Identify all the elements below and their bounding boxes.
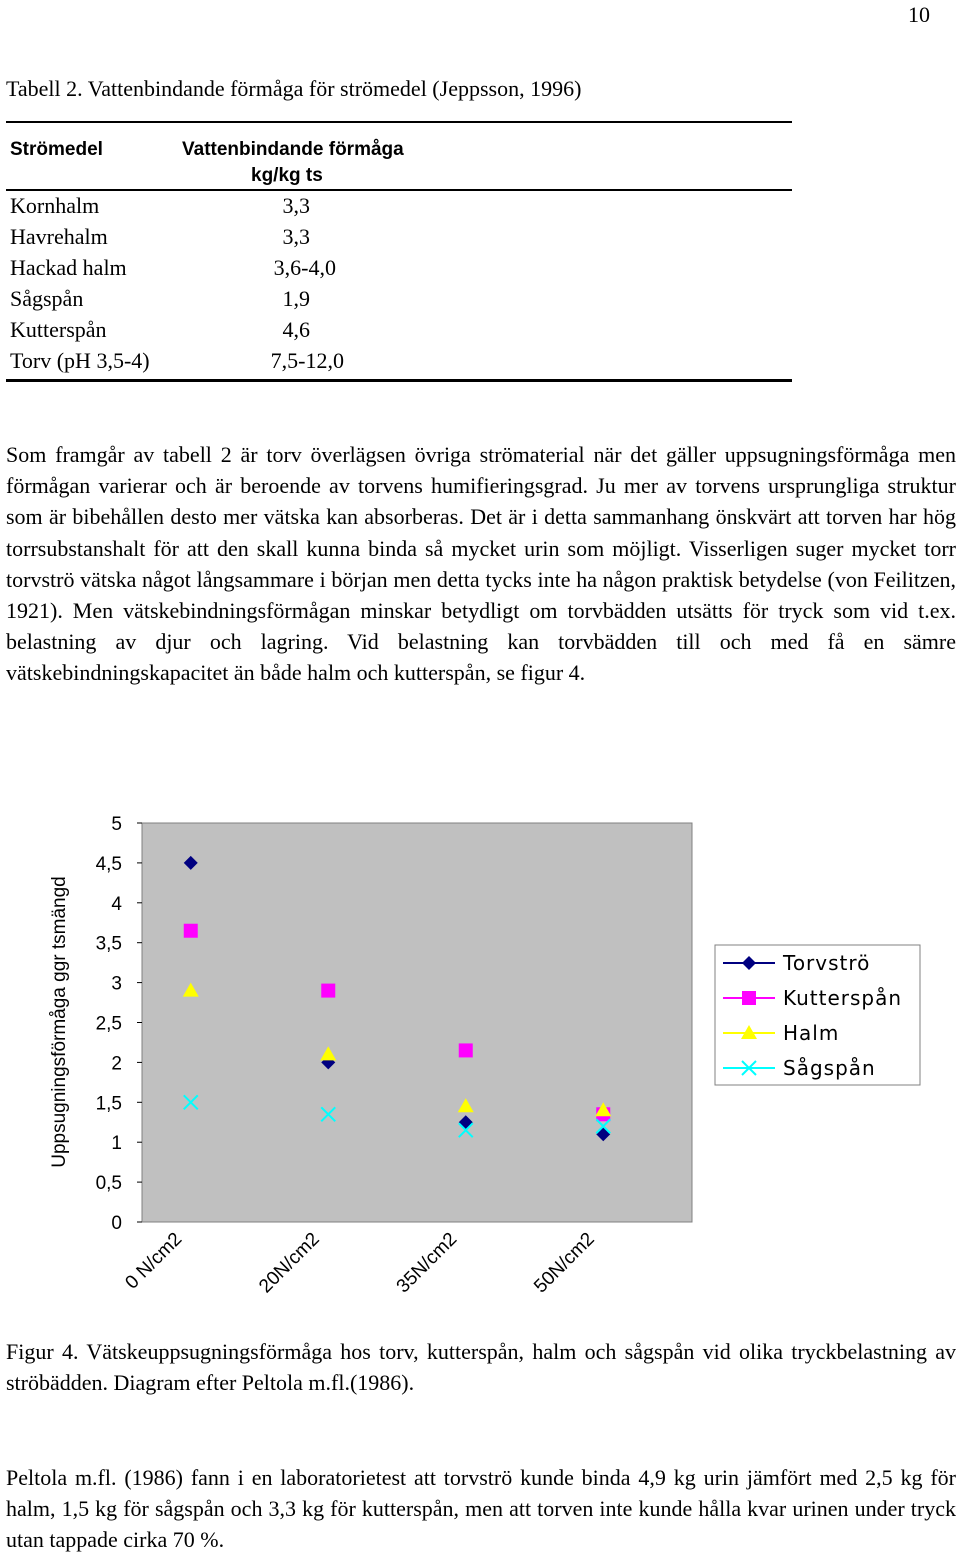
- table-cell-material: Sågspån: [10, 286, 84, 311]
- table-cell-value: 7,5-12,0: [270, 348, 344, 373]
- table-cell-material: Kornhalm: [10, 193, 100, 218]
- table-cell-material: Kutterspån: [10, 317, 107, 342]
- y-tick-label: 3: [111, 973, 122, 995]
- figure-caption: Figur 4. Vätskeuppsugningsförmåga hos torv, kutterspån, halm och sågspån vid olika tryckbelastning av ströbädden. Diagram efter Peltola m.fl.(1986).: [6, 1339, 956, 1396]
- y-tick-label: 2: [111, 1053, 122, 1075]
- data-point: [459, 1043, 473, 1057]
- y-tick-label: 0,5: [95, 1173, 122, 1195]
- legend-label: Kutterspån: [783, 986, 903, 1010]
- table-cell-value: 3,3: [282, 224, 310, 249]
- y-tick-label: 1: [111, 1133, 122, 1155]
- table-cell-value: 1,9: [282, 286, 310, 311]
- legend-marker: [742, 991, 756, 1005]
- plot-area: [142, 823, 692, 1222]
- table-cell-value: 4,6: [282, 317, 310, 342]
- y-tick-label: 0: [111, 1213, 122, 1234]
- y-axis-label: Uppsugningsförmåga ggr tsmängd: [49, 876, 70, 1168]
- legend-label: Halm: [783, 1021, 840, 1045]
- y-tick-label: 5: [111, 814, 122, 835]
- table-cell-material: Torv (pH 3,5-4): [10, 348, 150, 373]
- table-cell-material: Hackad halm: [10, 255, 127, 280]
- table-header-capacity: Vattenbindande förmåga: [182, 139, 404, 160]
- table-header-unit: kg/kg ts: [251, 165, 323, 186]
- table-caption: Tabell 2. Vattenbindande förmåga för strömedel (Jeppsson, 1996): [6, 76, 582, 101]
- table-top-rule: [6, 121, 792, 123]
- table-header-rule: [6, 189, 792, 191]
- y-tick-label: 2,5: [95, 1013, 122, 1035]
- y-tick-label: 3,5: [95, 933, 122, 955]
- legend-label: Torvströ: [783, 951, 871, 975]
- page-number: 10: [908, 2, 930, 27]
- table-header-material: Strömedel: [10, 139, 103, 160]
- y-tick-label: 4: [111, 893, 122, 915]
- y-tick-label: 4,5: [95, 853, 122, 875]
- absorption-chart: [0, 800, 960, 1320]
- data-point: [321, 984, 335, 998]
- table-cell-material: Havrehalm: [10, 224, 108, 249]
- table-cell-value: 3,6-4,0: [273, 255, 336, 280]
- table-cell-value: 3,3: [282, 193, 310, 218]
- x-tick-label: 20N/cm2: [255, 1228, 324, 1298]
- body-paragraph-2: Peltola m.fl. (1986) fann i en laboratorietest att torvströ kunde binda 4,9 kg urin jämfört med 2,5 kg för halm, 1,5 kg för sågspån och 3,3 kg för kutterspån, men att torven inte kunde hålla kvar urinen under tryck utan tappade cirka 70 %.: [6, 1465, 956, 1553]
- x-tick-label: 0 N/cm2: [121, 1228, 187, 1294]
- legend-label: Sågspån: [783, 1056, 876, 1080]
- body-paragraph-1: Som framgår av tabell 2 är torv överlägsen övriga strömaterial när det gäller uppsugningsförmåga men förmågan varierar och är beroende av torvens humifieringsgrad. Ju mer av torvens ursprungliga struktur som är bibehållen desto mer vätska kan absorberas. Det är i detta sammanhang önskvärt att torven har hög torrsubstanshalt för att den skall kunna binda så mycket urin som möjligt. Visserligen suger mycket torr torvströ vätska något långsammare i början men detta tycks inte ha någon praktisk betydelse (von Feilitzen, 1921). Men vätskebindningsförmågan minskar betydligt om torvbädden utsätts för tryck som vid t.ex. belastning av djur och lagring. Vid belastning kan torvbädden till och med få en sämre vätskebindningskapacitet än både halm och kutterspån, se figur 4.: [6, 442, 956, 686]
- y-tick-label: 1,5: [95, 1093, 122, 1115]
- x-tick-label: 50N/cm2: [530, 1228, 599, 1298]
- table-bottom-rule: [6, 379, 792, 382]
- data-point: [184, 924, 198, 938]
- x-tick-label: 35N/cm2: [392, 1228, 462, 1298]
